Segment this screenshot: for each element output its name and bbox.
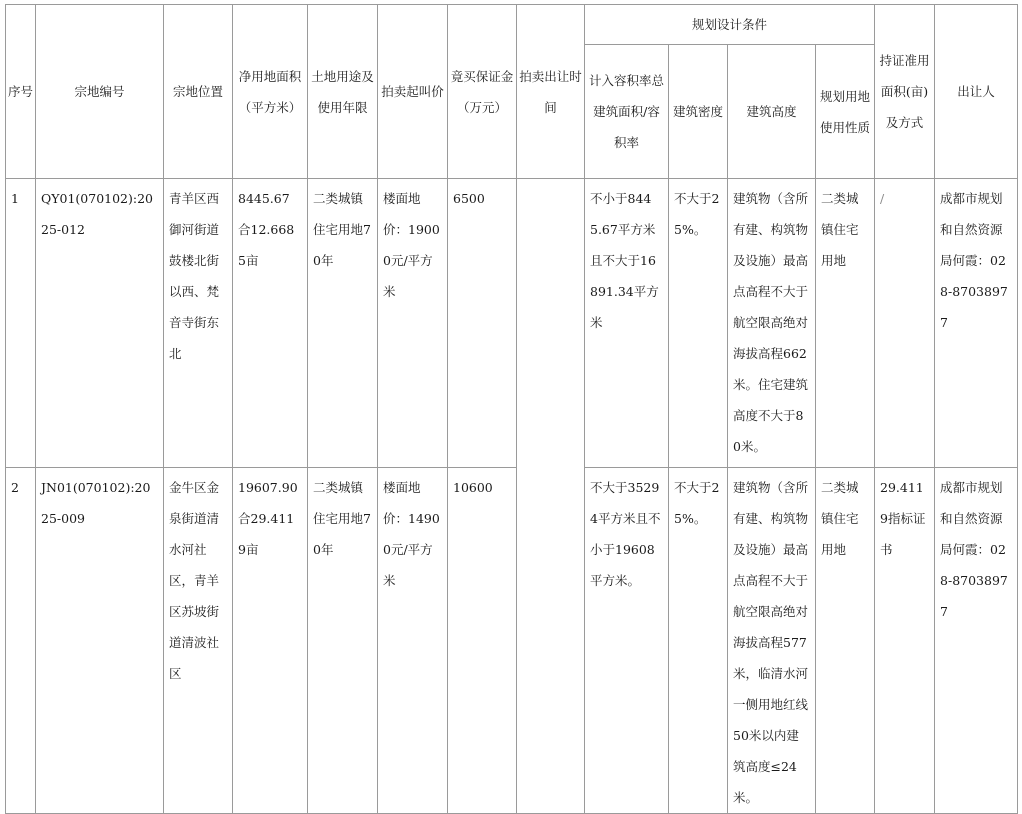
cell-start-price: 楼面地价：14900元/平方米: [378, 468, 448, 814]
cell-area: 19607.90合29.4119亩: [233, 468, 308, 814]
cell-seq: 2: [6, 468, 36, 814]
header-start-price: 拍卖起叫价: [378, 5, 448, 179]
header-location: 宗地位置: [164, 5, 233, 179]
cell-density: 不大于25%。: [669, 468, 728, 814]
cell-usage-term: 二类城镇住宅用地70年: [308, 468, 378, 814]
cell-start-price: 楼面地价：19000元/平方米: [378, 179, 448, 468]
header-seq: 序号: [6, 5, 36, 179]
cell-grantor: 成都市规划和自然资源局何霞：028-87038977: [935, 179, 1018, 468]
cell-location: 青羊区西御河街道鼓楼北街以西、梵音寺街东北: [164, 179, 233, 468]
header-height: 建筑高度: [728, 45, 816, 179]
cell-land-use-nature: 二类城镇住宅用地: [816, 179, 875, 468]
land-auction-table-container: [5, 4, 1018, 814]
cell-seq: 1: [6, 179, 36, 468]
cell-quota: 29.4119指标证书: [875, 468, 935, 814]
header-land-use-nature: 规划用地使用性质: [816, 45, 875, 179]
cell-quota: /: [875, 179, 935, 468]
cell-deposit: 10600: [448, 468, 517, 814]
header-auction-time: 拍卖出让时间: [517, 5, 585, 179]
cell-parcel-id: JN01(070102):2025-009: [36, 468, 164, 814]
land-auction-table: [5, 4, 1018, 814]
table-row: [6, 179, 1018, 468]
header-deposit: 竟买保证金（万元）: [448, 5, 517, 179]
cell-parcel-id: QY01(070102):2025-012: [36, 179, 164, 468]
header-planning-group: 规划设计条件: [585, 5, 875, 45]
cell-grantor: 成都市规划和自然资源局何霞：028-87038977: [935, 468, 1018, 814]
header-grantor: 出让人: [935, 5, 1018, 179]
cell-far: 不小于8445.67平方米且不大于16891.34平方米: [585, 179, 669, 468]
table-row: [6, 468, 1018, 814]
header-row-top: [6, 5, 1018, 45]
cell-far: 不大于35294平方米且不小于19608平方米。: [585, 468, 669, 814]
cell-height: 建筑物（含所有建、构筑物及设施）最高点高程不大于航空限高绝对海拔高程662米。住宅建筑高度不大于80米。: [728, 179, 816, 468]
header-quota: 持证准用面积(亩)及方式: [875, 5, 935, 179]
header-area: 净用地面积（平方米）: [233, 5, 308, 179]
cell-area: 8445.67合12.6685亩: [233, 179, 308, 468]
header-usage-term: 土地用途及使用年限: [308, 5, 378, 179]
cell-land-use-nature: 二类城镇住宅用地: [816, 468, 875, 814]
cell-auction-time: [517, 179, 585, 814]
cell-height: 建筑物（含所有建、构筑物及设施）最高点高程不大于航空限高绝对海拔高程577米，临清水河一侧用地红线50米以内建筑高度≤24米。: [728, 468, 816, 814]
header-density: 建筑密度: [669, 45, 728, 179]
cell-density: 不大于25%。: [669, 179, 728, 468]
cell-usage-term: 二类城镇住宅用地70年: [308, 179, 378, 468]
header-parcel-id: 宗地编号: [36, 5, 164, 179]
cell-deposit: 6500: [448, 179, 517, 468]
header-far: 计入容积率总建筑面积/容积率: [585, 45, 669, 179]
cell-location: 金牛区金泉街道清水河社区，青羊区苏坡街道清波社区: [164, 468, 233, 814]
